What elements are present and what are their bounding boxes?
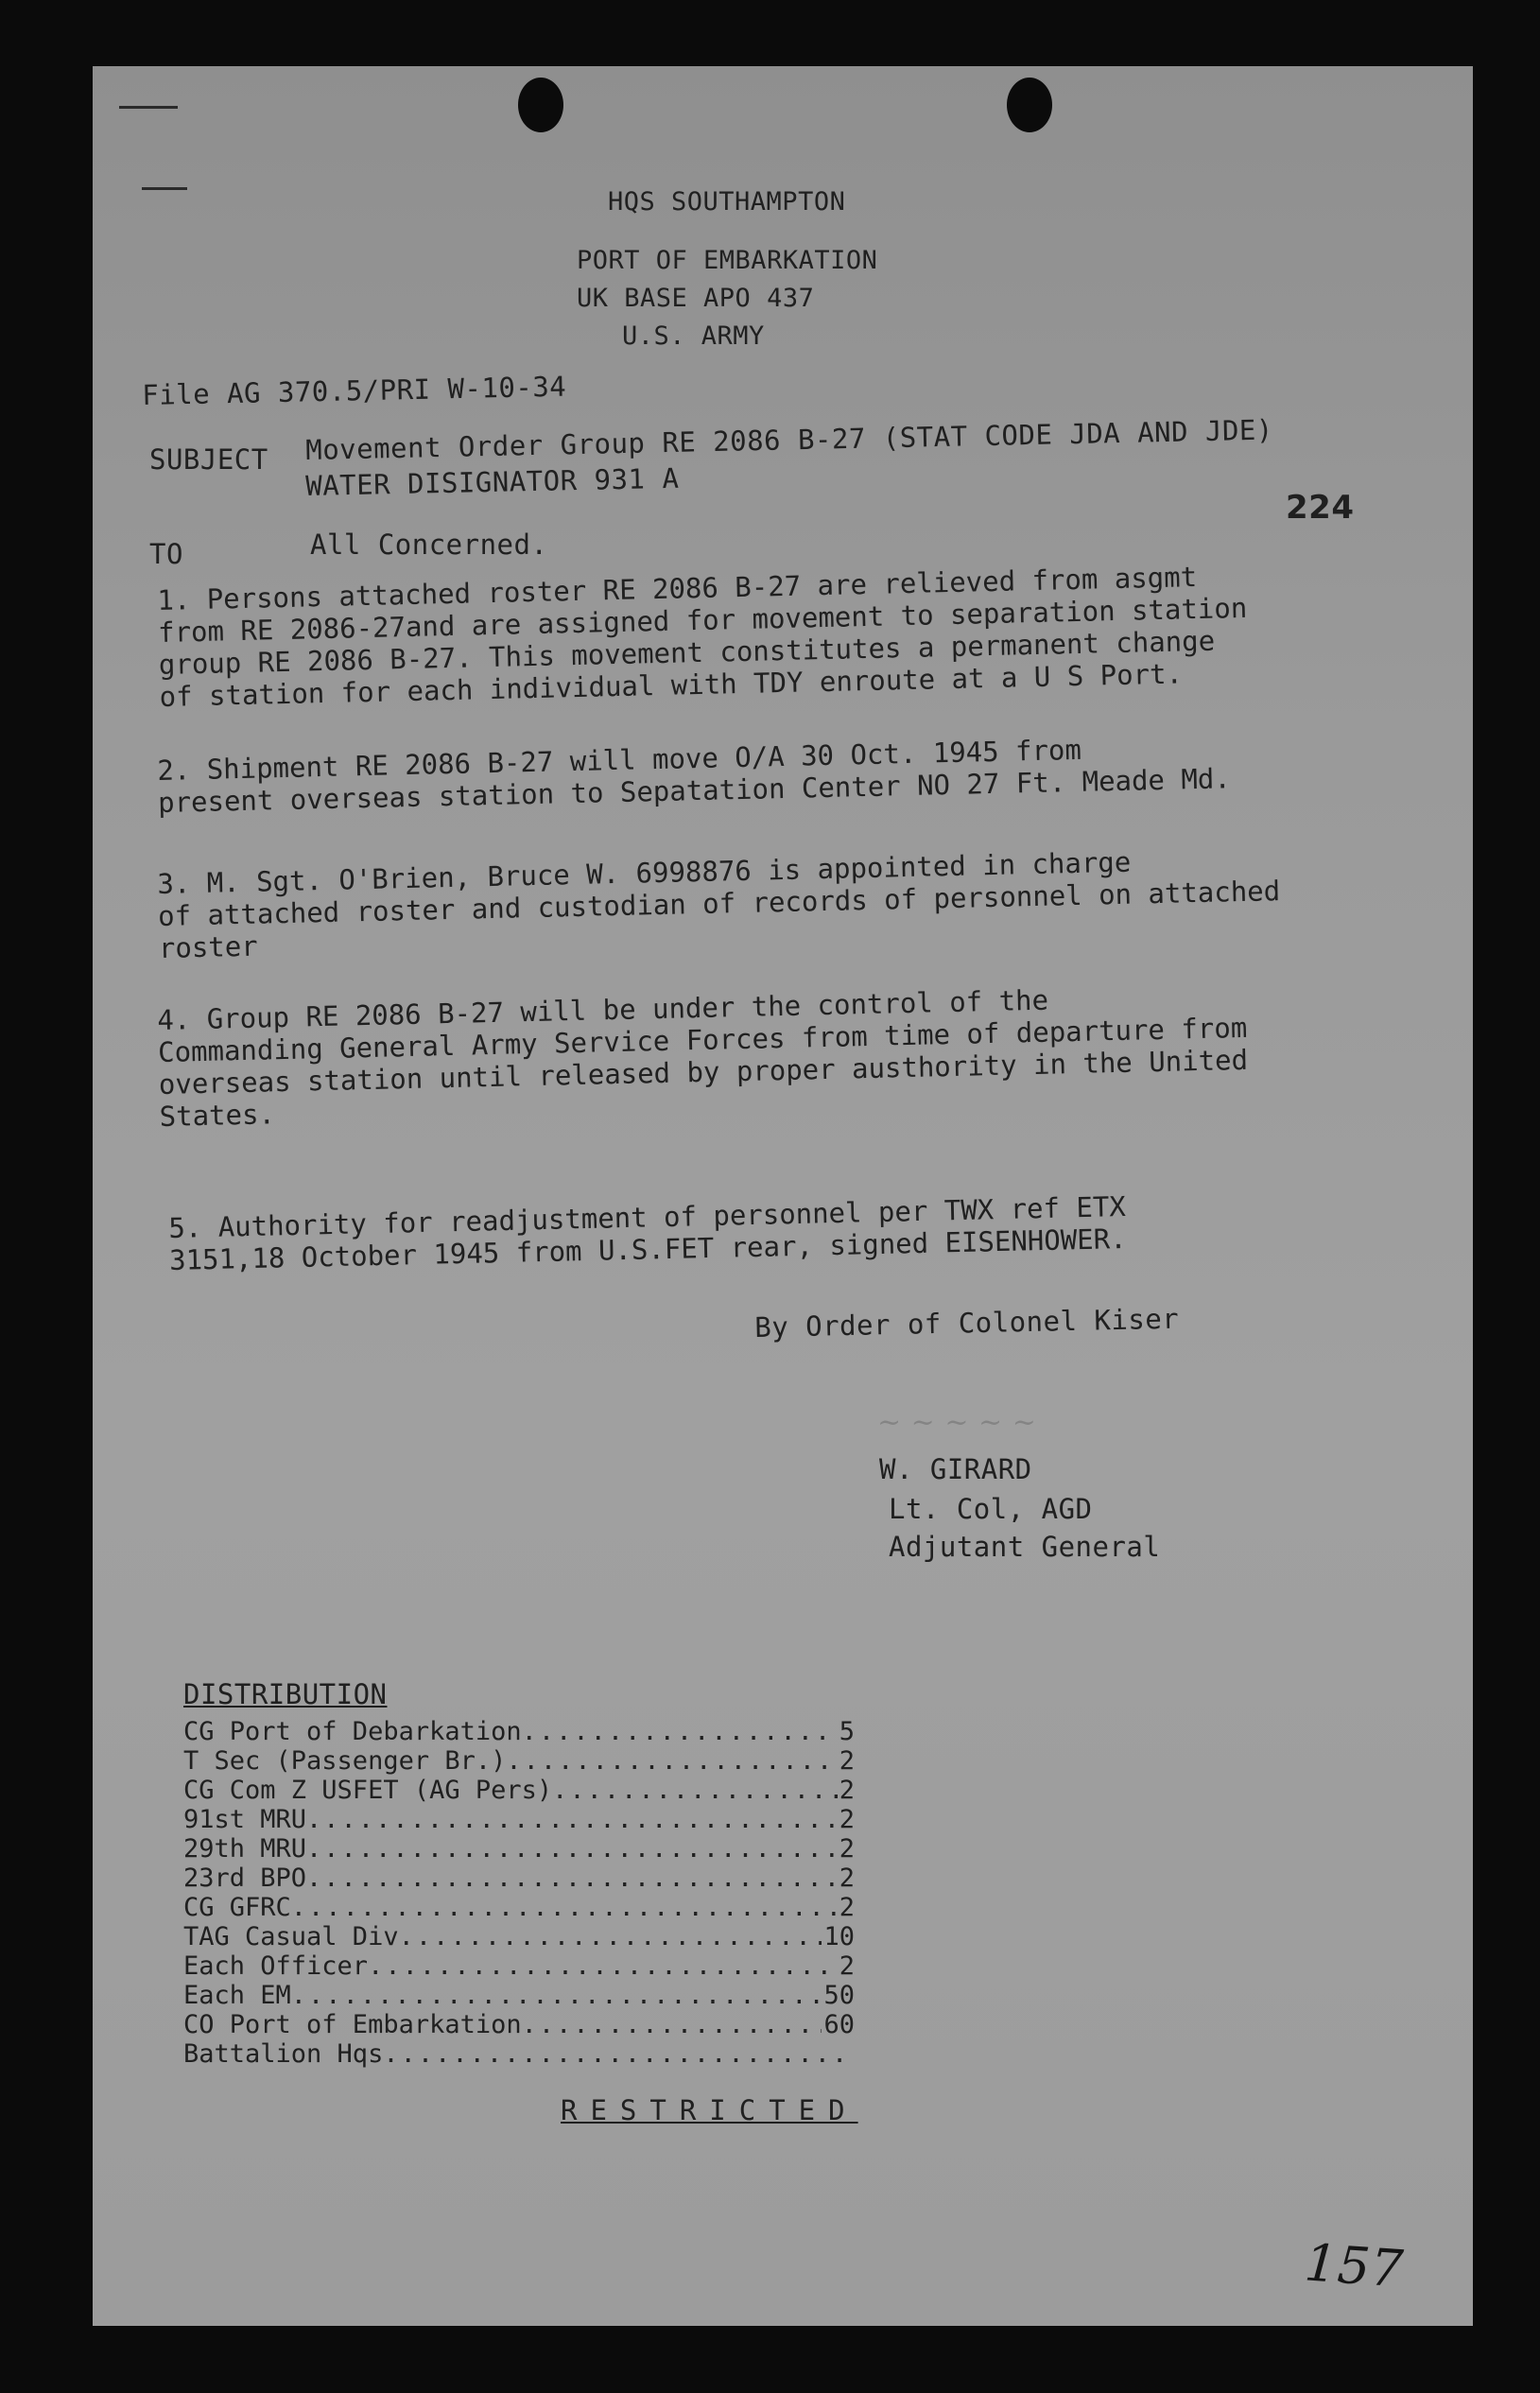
distribution-value: 2 [839, 1951, 855, 1981]
subject-line-1: Movement Order Group RE 2086 B-27 (STAT CODE JDA AND JDE) [304, 413, 1274, 466]
punch-hole-right [1007, 78, 1052, 132]
to-value: All Concerned. [310, 529, 548, 561]
header-line-2: PORT OF EMBARKATION [577, 246, 878, 275]
distribution-value: 2 [839, 1746, 855, 1776]
subject-label: SUBJECT [149, 443, 268, 476]
distribution-list [183, 1717, 855, 2069]
to-label: TO [149, 538, 183, 570]
distribution-value: 2 [839, 1805, 855, 1834]
distribution-value: 60 [823, 2010, 855, 2039]
distribution-label: 23rd BPO [183, 1864, 307, 1893]
signer-rank: Lt. Col, AGD [889, 1493, 1093, 1525]
distribution-row [183, 1864, 855, 1893]
distribution-row [183, 1981, 855, 2010]
distribution-label: 29th MRU [183, 1834, 307, 1864]
distribution-label: TAG Casual Div [183, 1922, 399, 1951]
distribution-value: 50 [823, 1981, 855, 2010]
distribution-value: 2 [839, 1864, 855, 1893]
edge-mark [142, 187, 187, 190]
by-order-line: By Order of Colonel Kiser [753, 1302, 1180, 1344]
file-reference: File AG 370.5/PRI W-10-34 [141, 370, 567, 411]
header-line-3: UK BASE APO 437 [577, 284, 815, 313]
signer-name: W. GIRARD [879, 1453, 1032, 1485]
stamp-number: 224 [1286, 489, 1355, 527]
distribution-row [183, 1805, 855, 1834]
classification-marking: RESTRICTED [561, 2094, 858, 2126]
paragraph-3: 3. M. Sgt. O'Brien, Bruce W. 6998876 is appointed in charge of attached roster and custodian of records of personnel on attached roster [157, 845, 1281, 964]
distribution-value: 2 [839, 1834, 855, 1864]
edge-mark [119, 106, 178, 109]
distribution-row [183, 1717, 855, 1746]
distribution-row [183, 1922, 855, 1951]
signer-title: Adjutant General [889, 1531, 1161, 1563]
distribution-row [183, 1834, 855, 1864]
distribution-row [183, 2010, 855, 2039]
distribution-heading: DISTRIBUTION [183, 1678, 388, 1710]
distribution-row [183, 1746, 855, 1776]
document-page [93, 66, 1473, 2326]
distribution-value: 2 [839, 1776, 855, 1805]
paragraph-4: 4. Group RE 2086 B-27 will be under the control of the Commanding General Army Service Forces from time of departure from overseas station until released by proper austhority in the United States. [157, 983, 1249, 1133]
header-line-4: U.S. ARMY [622, 321, 765, 351]
paragraph-1: 1. Persons attached roster RE 2086 B-27 are relieved from asgmt from RE 2086-27and are assigned for movement to separation station group RE 2086 B-27. This movement constitutes a permanent change of station for each individual with TDY enroute at a U S Port. [157, 561, 1248, 713]
distribution-row [183, 1951, 855, 1981]
distribution-label: 91st MRU [183, 1805, 307, 1834]
distribution-label: Each EM [183, 1981, 291, 2010]
distribution-value: 2 [839, 1893, 855, 1922]
distribution-row [183, 1776, 855, 1805]
header-line-1: HQS SOUTHAMPTON [608, 187, 846, 217]
signature-scrawl: ~ ~ ~ ~ ~ [877, 1406, 1037, 1439]
page-number: 157 [1302, 2232, 1406, 2299]
distribution-label: CO Port of Embarkation [183, 2010, 522, 2039]
punch-hole-left [518, 78, 563, 132]
distribution-label: Each Officer [183, 1951, 369, 1981]
paragraph-5: 5. Authority for readjustment of personnel per TWX ref ETX 3151,18 October 1945 from U.S.FET rear, signed EISENHOWER. [168, 1190, 1127, 1276]
distribution-value: 10 [823, 1922, 855, 1951]
subject-line-2: WATER DISIGNATOR 931 A [304, 461, 680, 502]
distribution-row [183, 1893, 855, 1922]
distribution-label: CG GFRC [183, 1893, 291, 1922]
distribution-label: CG Port of Debarkation [183, 1717, 522, 1746]
distribution-row [183, 2039, 855, 2069]
paragraph-2: 2. Shipment RE 2086 B-27 will move O/A 30 Oct. 1945 from present overseas station to Sepatation Center NO 27 Ft. Meade Md. [157, 733, 1232, 819]
distribution-value [853, 2039, 855, 2069]
distribution-label: Battalion Hqs [183, 2039, 384, 2069]
distribution-value: 5 [839, 1717, 855, 1746]
distribution-label: T Sec (Passenger Br.) [183, 1746, 507, 1776]
distribution-label: CG Com Z USFET (AG Pers) [183, 1776, 553, 1805]
